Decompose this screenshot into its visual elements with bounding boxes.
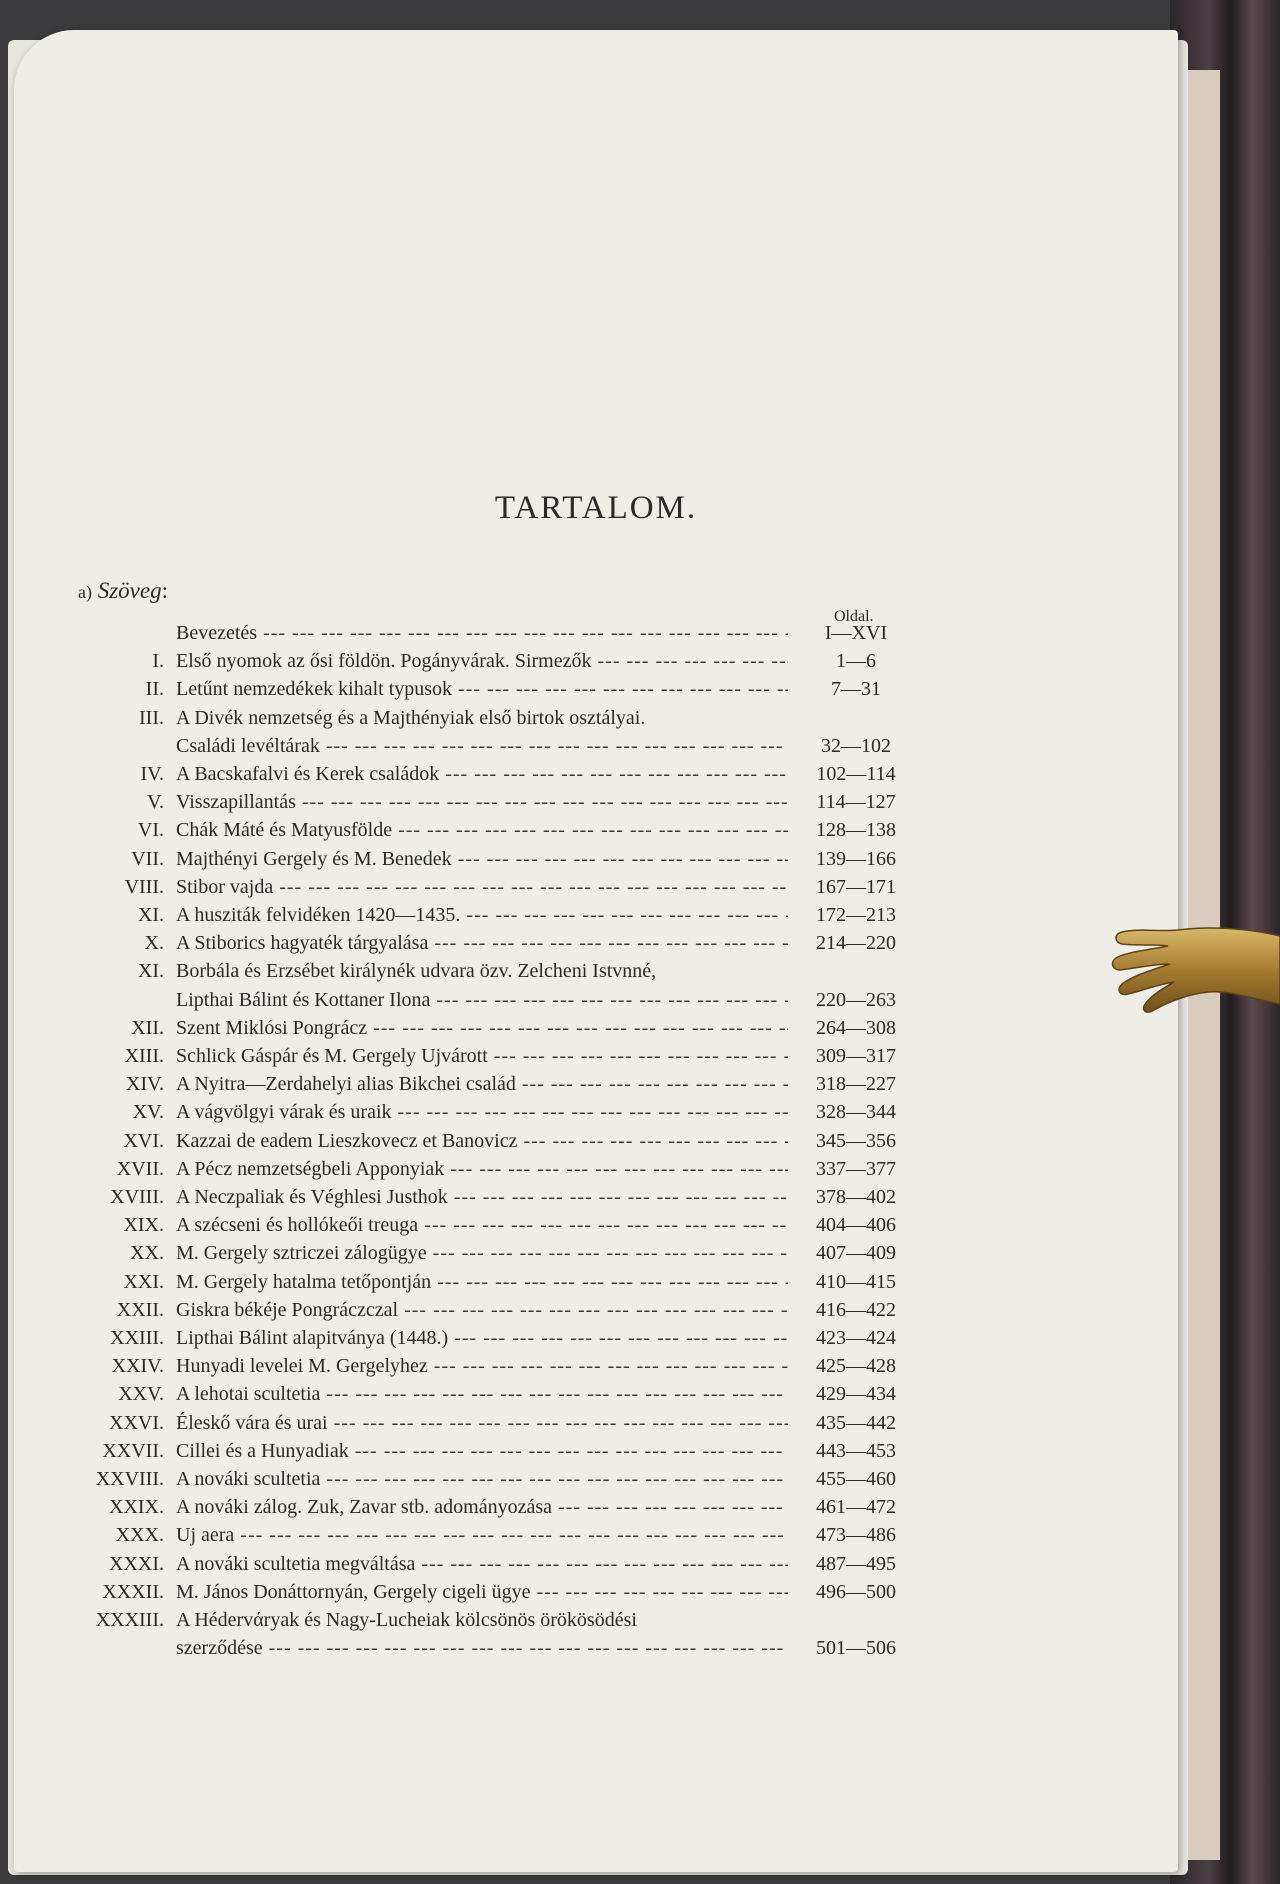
toc-entry: [14, 1128, 1014, 1154]
toc-entry-pages: 378—402: [816, 1186, 896, 1208]
toc-entry-pages: 443—453: [816, 1439, 896, 1462]
toc-entry-pages: 114—127: [816, 791, 896, 814]
toc-entry-number: I.: [152, 650, 164, 673]
toc-entry-number: XI.: [137, 960, 164, 983]
toc-entry: [14, 1353, 1014, 1379]
toc-entry-pages: 328—344: [816, 1101, 896, 1124]
toc-entry: [14, 1156, 1014, 1182]
page-title: TARTALOM.: [494, 490, 698, 526]
toc-entry-title: Visszapillantás --- -: [176, 789, 788, 815]
toc-entry-title: M. Gergely hatalma tetőpontján --- -: [176, 1269, 788, 1295]
toc-entry-number: XXIX.: [109, 1496, 164, 1519]
toc-entry-pages: 407—409: [816, 1242, 896, 1265]
toc-entry-number: XXXI.: [109, 1552, 164, 1575]
toc-entry-pages: 172—213: [816, 904, 896, 926]
toc-entry-pages: 264—308: [816, 1016, 896, 1039]
toc-entry-title: A vágvölgyi várak és uraik --- -: [176, 1099, 788, 1125]
section-label: [78, 578, 168, 604]
toc-entry-pages: 167—171: [816, 875, 896, 898]
toc-entry-pages: 404—406: [816, 1214, 896, 1237]
section-colon: :: [161, 578, 168, 603]
toc-entry: [14, 1410, 1014, 1436]
toc-entry-title: A Pécz nemzetségbeli Apponyiak --- -: [176, 1156, 788, 1182]
toc-entry-title: M. Gergely sztriczei zálogügye --- -: [176, 1240, 788, 1266]
toc-entry-number: XXXIII.: [95, 1609, 164, 1631]
toc-entry-number: XIII.: [124, 1045, 164, 1067]
section-prefix: a): [78, 582, 92, 602]
toc-entry-number: VIII.: [124, 875, 164, 898]
toc-entry-pages: 487—495: [816, 1552, 896, 1575]
toc-entry-title: Majthényi Gergely és M. Benedek --- -: [176, 846, 788, 872]
toc-entry-title: Kazzai de eadem Lieszkovecz et Banovicz --- -: [176, 1128, 788, 1154]
toc-entry-title: Bevezetés --- -: [176, 620, 788, 646]
toc-entry: [14, 874, 1014, 900]
toc-entry: [14, 1043, 1014, 1069]
toc-entry-number: XI.: [137, 904, 164, 926]
toc-entry-pages: 425—428: [816, 1355, 896, 1378]
toc-entry-number: VI.: [137, 819, 164, 842]
toc-entry: [14, 705, 1014, 757]
toc-entry-title: A Nyitra—Zerdahelyi alias Bikchei család --- -: [176, 1071, 788, 1097]
toc-entry-pages: 309—317: [816, 1045, 896, 1067]
toc-entry: [14, 1240, 1014, 1266]
toc-entry-title: Cillei és a Hunyadiak --- -: [176, 1438, 788, 1464]
toc-entry-title: Borbála és Erzsébet királynék udvara özv. Zelcheni Istvnné,: [176, 960, 657, 983]
toc-entry-pages: 423—424: [816, 1327, 896, 1349]
toc-entry-number: XVI.: [123, 1129, 164, 1152]
toc-entry-number: X.: [144, 932, 164, 955]
toc-entry-pages: 128—138: [816, 819, 896, 842]
toc-entry-number: XII.: [131, 1016, 164, 1039]
toc-entry-title: Schlick Gáspár és M. Gergely Ujvárott --- -: [176, 1043, 788, 1069]
toc-entry-title: A Divék nemzetség és a Majthényiak első birtok osztályai.: [176, 706, 646, 729]
toc-entry-title: A nováki scultetia megváltása --- -: [176, 1551, 788, 1577]
toc-entry-number: IV.: [140, 763, 164, 785]
toc-entry-pages: 220—263: [816, 988, 896, 1011]
toc-entry: [14, 761, 1014, 787]
toc-entry-pages: 461—472: [816, 1496, 896, 1519]
toc-entry-pages: 139—166: [816, 847, 896, 870]
toc-entry: [14, 1212, 1014, 1238]
toc-entry-number: XXXII.: [102, 1580, 164, 1603]
toc-entry-number: XXVI.: [109, 1411, 164, 1434]
toc-entry-number: XIV.: [126, 1073, 164, 1096]
toc-entry-number: II.: [145, 678, 164, 701]
toc-entry-title: Szent Miklósi Pongrácz --- -: [176, 1015, 788, 1041]
toc-entry-title: Stibor vajda --- -: [176, 874, 788, 900]
toc-entry-number: XIX.: [123, 1214, 164, 1237]
toc-entry: [14, 1551, 1014, 1577]
toc-entry-pages: 214—220: [816, 932, 896, 955]
toc-entry-title: A nováki scultetia --- -: [176, 1466, 788, 1492]
toc-entry-title: Első nyomok az ősi földön. Pogányvárak. Sirmezők --- -: [176, 648, 788, 674]
toc-entry-title: M. János Donáttornyán, Gergely cigeli ügye --- -: [176, 1579, 788, 1605]
toc-entry-number: XXIV.: [111, 1355, 164, 1378]
toc-entry: [14, 1099, 1014, 1125]
toc-entry-title: Uj aera --- -: [176, 1522, 788, 1548]
toc-entry: [14, 789, 1014, 815]
toc-entry-pages: 435—442: [816, 1411, 896, 1434]
toc-entry: [14, 1297, 1014, 1323]
toc-entry-number: XXVII.: [102, 1439, 164, 1462]
book-page: [14, 30, 1178, 1872]
toc-entry-number: XXII.: [116, 1298, 164, 1321]
toc-entry: [14, 930, 1014, 956]
toc-entry-title: A Neczpaliak és Véghlesi Justhok --- -: [176, 1184, 788, 1210]
toc-entry-pages: 345—356: [816, 1129, 896, 1152]
toc-entry-pages: 496—500: [816, 1580, 896, 1603]
toc-entry-pages: 1—6: [836, 650, 876, 673]
toc-entry: [14, 1579, 1014, 1605]
toc-entry-pages: I—XVI: [824, 622, 888, 644]
toc-entry-pages: 318—227: [816, 1073, 896, 1096]
toc-entry-number: XXI.: [123, 1270, 164, 1293]
toc-entry: [14, 1607, 1014, 1660]
toc-entry: [14, 958, 1014, 1011]
toc-entry-pages: 455—460: [816, 1468, 896, 1490]
toc-entry: [14, 1269, 1014, 1295]
toc-entry-title-continued: Lipthai Bálint és Kottaner Ilona --- -: [176, 987, 788, 1013]
toc-entry-number: V.: [147, 791, 164, 814]
toc-entry-number: XXVIII.: [95, 1468, 164, 1490]
toc-entry-pages: 410—415: [816, 1270, 896, 1293]
toc-entry-number: XXV.: [118, 1383, 164, 1406]
toc-entry: [14, 648, 1014, 674]
page-holder-hand-icon: [1108, 918, 1280, 1038]
page-column-header: Oldal.: [834, 608, 874, 625]
toc-entry: [14, 846, 1014, 872]
toc-entry: [14, 620, 1014, 646]
toc-entry-pages: 429—434: [816, 1383, 896, 1406]
toc-entry: [14, 1438, 1014, 1464]
toc-entry-number: III.: [139, 706, 164, 729]
toc-entry: [14, 1494, 1014, 1520]
toc-entry-number: XVIII.: [110, 1186, 164, 1208]
toc-entry-pages: 473—486: [816, 1524, 896, 1547]
toc-entry: [14, 817, 1014, 843]
toc-entry: [14, 1522, 1014, 1548]
toc-entry-number: XVII.: [116, 1157, 164, 1180]
toc-entry: [14, 1015, 1014, 1041]
toc-entry-title: A nováki zálog. Zuk, Zavar stb. adományozása --- -: [176, 1494, 788, 1520]
toc-entry-pages: 102—114: [816, 763, 896, 785]
toc-entry-title: A Stiborics hagyaték tárgyalása --- -: [176, 930, 788, 956]
toc-entry: [14, 1381, 1014, 1407]
toc-entry-title: Éleskő vára és urai --- -: [176, 1410, 788, 1436]
toc-entry-pages: 416—422: [816, 1298, 896, 1321]
toc-entry-number: XXX.: [115, 1524, 164, 1547]
toc-entry-title-continued: szerződése --- -: [176, 1635, 788, 1661]
toc-entry-pages: 7—31: [831, 678, 881, 701]
toc-entry-number: XX.: [130, 1242, 164, 1265]
toc-entry-title-continued: Családi levéltárak --- -: [176, 733, 788, 759]
toc-entry-number: XV.: [132, 1101, 164, 1124]
toc-entry-title: A Bacskafalvi és Kerek családok --- -: [176, 761, 788, 787]
toc-entry: [14, 676, 1014, 702]
toc-entry-title: A husziták felvidéken 1420—1435. --- -: [176, 902, 788, 928]
toc-entry: [14, 1466, 1014, 1492]
toc-entry: [14, 902, 1014, 928]
toc-entry-title: Chák Máté és Matyusfölde --- -: [176, 817, 788, 843]
toc-entry: [14, 1071, 1014, 1097]
toc-entry-pages: 501—506: [816, 1637, 896, 1660]
toc-entry-pages: 337—377: [816, 1157, 896, 1180]
toc-entry-title: Letűnt nemzedékek kihalt typusok --- -: [176, 676, 788, 702]
toc-entry-number: XXIII.: [110, 1327, 164, 1349]
toc-entry-number: VII.: [131, 847, 164, 870]
toc-entry-title: Giskra békéje Pongráczczal --- -: [176, 1297, 788, 1323]
section-name: Szöveg: [97, 578, 162, 603]
toc-entry: [14, 1325, 1014, 1351]
toc-entry-title: Hunyadi levelei M. Gergelyhez --- -: [176, 1353, 788, 1379]
toc-entry-title: A Hédervάryak és Nagy-Lucheiak kölcsönös örökösödési: [176, 1609, 637, 1631]
toc-entry-title: Lipthai Bálint alapitványa (1448.) --- -: [176, 1325, 788, 1351]
toc-entry: [14, 1184, 1014, 1210]
toc-entry-title: A lehotai scultetia --- -: [176, 1381, 788, 1407]
toc-entry-title: A szécseni és hollókeői treuga --- -: [176, 1212, 788, 1238]
toc-entry-pages: 32—102: [821, 734, 891, 757]
